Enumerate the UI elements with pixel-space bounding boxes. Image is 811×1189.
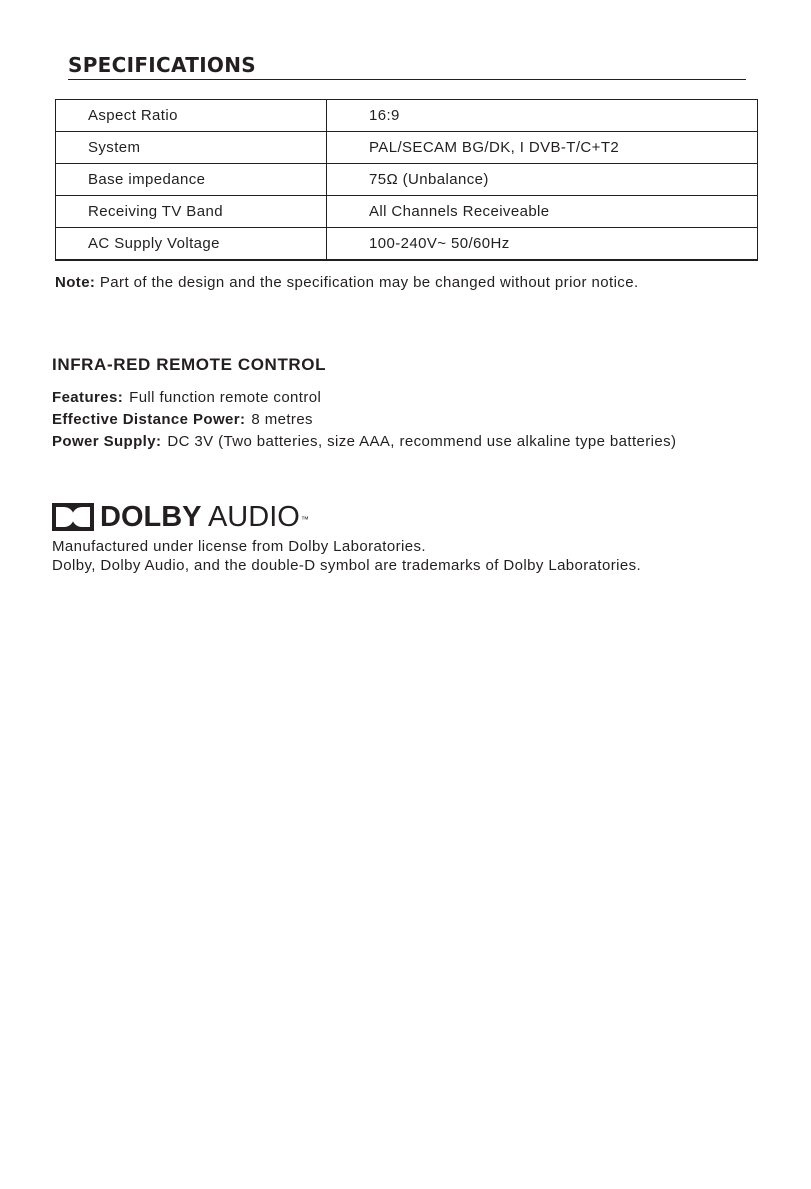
- table-row: [56, 196, 758, 228]
- heading-rule: [68, 79, 746, 80]
- specifications-table: [55, 99, 758, 261]
- table-row: [56, 100, 758, 132]
- distance-value: 8 metres: [251, 411, 313, 428]
- distance-label: Effective Distance Power:: [52, 411, 246, 428]
- power-value: DC 3V (Two batteries, size AAA, recommend use alkaline type batteries): [167, 433, 677, 450]
- spec-value: 100-240V~ 50/60Hz: [327, 228, 758, 261]
- table-row: [56, 228, 758, 261]
- spec-value: 75Ω (Unbalance): [327, 164, 758, 196]
- table-row: [56, 164, 758, 196]
- spec-label: Base impedance: [56, 164, 327, 196]
- specifications-heading: SPECIFICATIONS: [68, 53, 256, 77]
- spec-value: All Channels Receiveable: [327, 196, 758, 228]
- dolby-wordmark: [100, 500, 309, 534]
- dolby-brand: DOLBY: [100, 501, 202, 533]
- features-label: Features:: [52, 389, 124, 406]
- spec-note: [55, 274, 639, 291]
- features-line: [52, 389, 321, 406]
- spec-label: AC Supply Voltage: [56, 228, 327, 261]
- double-d-icon: [52, 503, 94, 531]
- note-text: Part of the design and the specification may be changed without prior notice.: [95, 274, 639, 291]
- power-label: Power Supply:: [52, 433, 162, 450]
- spec-label: Aspect Ratio: [56, 100, 327, 132]
- features-value: Full function remote control: [129, 389, 322, 406]
- spec-label: System: [56, 132, 327, 164]
- power-line: [52, 433, 676, 450]
- remote-heading: INFRA-RED REMOTE CONTROL: [52, 355, 327, 374]
- trademark-symbol: ™: [300, 515, 309, 524]
- distance-line: [52, 411, 313, 428]
- table-row: [56, 132, 758, 164]
- spec-value: PAL/SECAM BG/DK, I DVB-T/C+T2: [327, 132, 758, 164]
- license-line-1: Manufactured under license from Dolby Laboratories.: [52, 538, 426, 555]
- note-label: Note:: [55, 274, 96, 291]
- license-line-2: Dolby, Dolby Audio, and the double-D symbol are trademarks of Dolby Laboratories.: [52, 557, 642, 574]
- dolby-product: AUDIO: [207, 501, 300, 533]
- spec-value: 16:9: [327, 100, 758, 132]
- spec-label: Receiving TV Band: [56, 196, 327, 228]
